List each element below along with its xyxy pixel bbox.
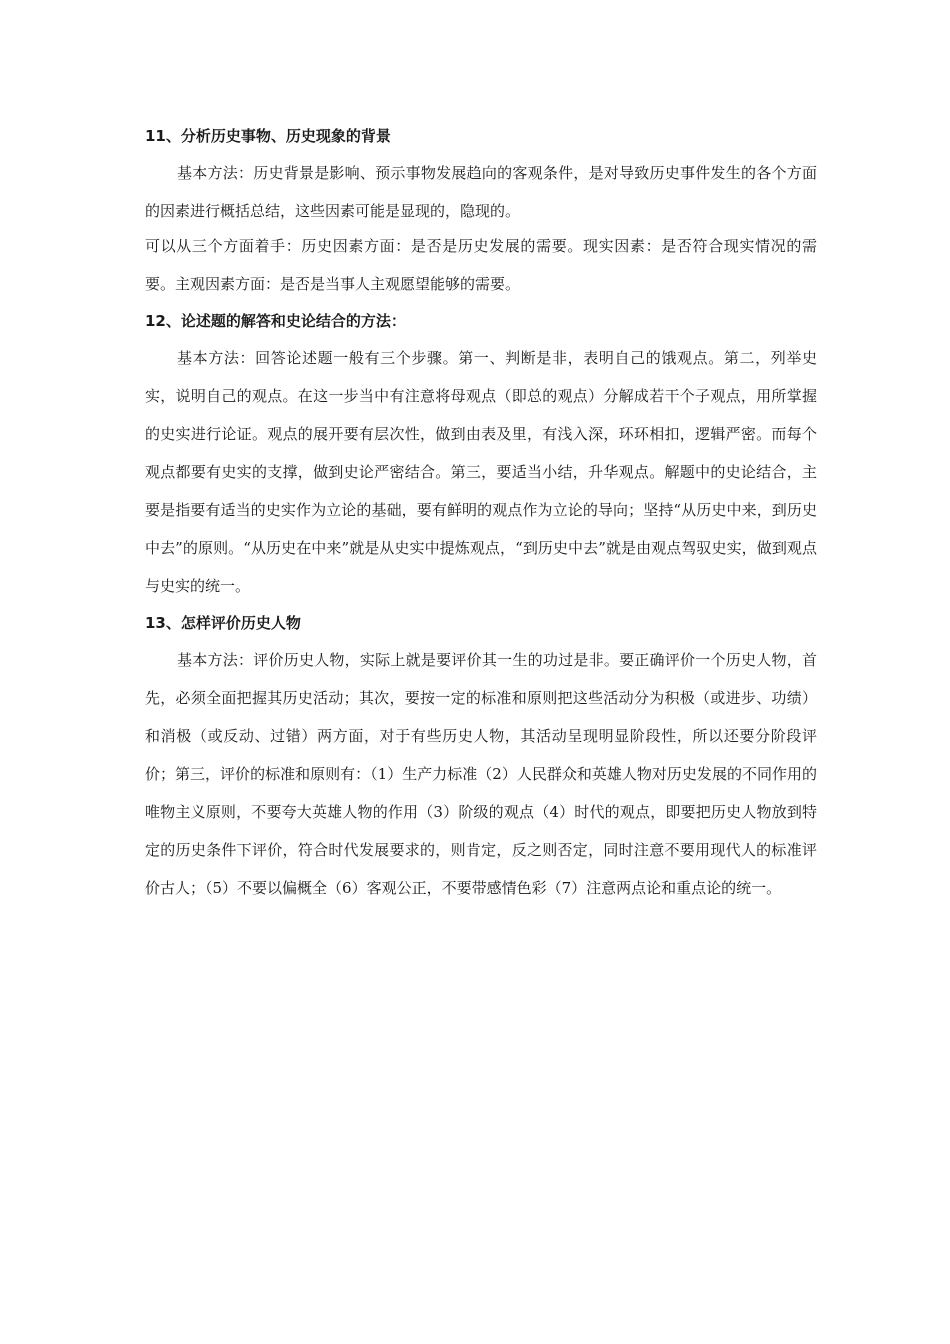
section-11 <box>145 118 817 303</box>
section-heading: 12、论述题的解答和史论结合的方法： <box>145 312 406 330</box>
section-paragraph: 基本方法：历史背景是影响、预示事物发展趋向的客观条件，是对导致历史事件发生的各个方面的因素进行概括总结，这些因素可能是显现的，隐现的。 <box>145 164 817 220</box>
document-body <box>145 118 817 907</box>
section-paragraph: 基本方法：评价历史人物，实际上就是要评价其一生的功过是非。要正确评价一个历史人物，首先，必须全面把握其历史活动；其次，要按一定的标准和原则把这些活动分为积极（或进步、功绩）和消极（或反动、过错）两方面，对于有些历史人物，其活动呈现明显阶段性，所以还要分阶段评价；第三，评价的标准和原则有：（1）生产力标准（2）人民群众和英雄人物对历史发展的不同作用的唯物主义原则，不要夸大英雄人物的作用（3）阶级的观点（4）时代的观点，即要把历史人物放到特定的历史条件下评价，符合时代发展要求的，则肯定，反之则否定，同时注意不要用现代人的标准评价古人；（5）不要以偏概全（6）客观公正，不要带感情色彩（7）注意两点论和重点论的统一。 <box>145 651 817 897</box>
section-paragraph: 可以从三个方面着手：历史因素方面：是否是历史发展的需要。现实因素：是否符合现实情况的需要。主观因素方面：是否是当事人主观愿望能够的需要。 <box>145 237 817 293</box>
section-12 <box>145 303 817 605</box>
section-13 <box>145 605 817 907</box>
section-heading: 11、分析历史事物、历史现象的背景 <box>145 127 391 145</box>
section-paragraph: 基本方法：回答论述题一般有三个步骤。第一、判断是非，表明自己的饿观点。第二，列举史实，说明自己的观点。在这一步当中有注意将母观点（即总的观点）分解成若干个子观点，用所掌握的史实进行论证。观点的展开要有层次性，做到由表及里，有浅入深，环环相扣，逻辑严密。而每个观点都要有史实的支撑，做到史论严密结合。第三，要适当小结，升华观点。解题中的史论结合，主要是指要有适当的史实作为立论的基础，要有鲜明的观点作为立论的导向；坚持“从历史中来，到历史中去”的原则。“从历史在中来”就是从史实中提炼观点，“到历史中去”就是由观点驾驭史实，做到观点与史实的统一。 <box>145 349 817 595</box>
section-heading: 13、怎样评价历史人物 <box>145 614 301 632</box>
